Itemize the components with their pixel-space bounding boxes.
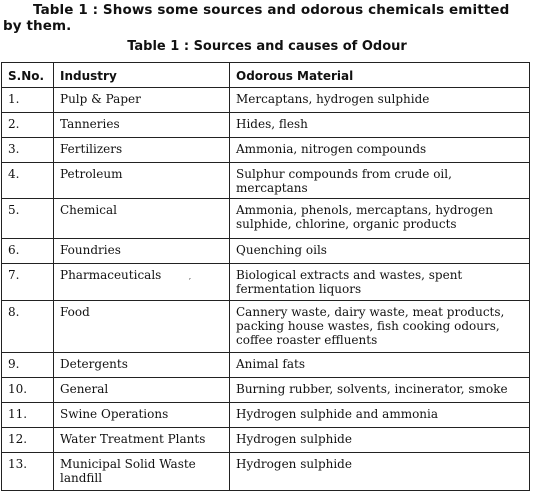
cell-sno: 4. xyxy=(2,163,54,199)
cell-sno: 8. xyxy=(2,301,54,353)
cell-material: Mercaptans, hydrogen sulphide xyxy=(230,88,530,113)
cell-industry: Pulp & Paper xyxy=(54,88,230,113)
table-row xyxy=(2,301,530,353)
cell-industry: Water Treatment Plants xyxy=(54,428,230,453)
cell-sno: 6. xyxy=(2,239,54,264)
cell-sno: 5. xyxy=(2,199,54,239)
table-row xyxy=(2,138,530,163)
cell-sno: 1. xyxy=(2,88,54,113)
cell-industry: Fertilizers xyxy=(54,138,230,163)
table-row xyxy=(2,353,530,378)
cell-sno: 12. xyxy=(2,428,54,453)
cell-material: Hides, flesh xyxy=(230,113,530,138)
cell-sno: 3. xyxy=(2,138,54,163)
cell-industry: Detergents xyxy=(54,353,230,378)
table-row xyxy=(2,264,530,301)
cell-material: Hydrogen sulphide xyxy=(230,453,530,491)
cell-industry: Pharmaceuticals xyxy=(54,264,230,301)
cell-material: Cannery waste, dairy waste, meat products, packing house wastes, fish cooking odours, coffee roaster effluents xyxy=(230,301,530,353)
table-row xyxy=(2,403,530,428)
cell-industry: Petroleum xyxy=(54,163,230,199)
intro-text: Table 1 : Shows some sources and odorous chemicals emitted by them. xyxy=(3,2,510,34)
table-row xyxy=(2,239,530,264)
header-material: Odorous Material xyxy=(230,63,530,88)
header-sno: S.No. xyxy=(2,63,54,88)
table-row xyxy=(2,428,530,453)
table-row xyxy=(2,88,530,113)
cell-material: Ammonia, phenols, mercaptans, hydrogen sulphide, chlorine, organic products xyxy=(230,199,530,239)
cell-material: Animal fats xyxy=(230,353,530,378)
table-row xyxy=(2,163,530,199)
cell-sno: 9. xyxy=(2,353,54,378)
cell-sno: 7. xyxy=(2,264,54,301)
cell-material: Hydrogen sulphide and ammonia xyxy=(230,403,530,428)
cell-industry: Swine Operations xyxy=(54,403,230,428)
cell-sno: 13. xyxy=(2,453,54,491)
scan-speck-mark: ′ xyxy=(186,278,191,288)
cell-industry: Chemical xyxy=(54,199,230,239)
table-row xyxy=(2,199,530,239)
cell-industry: Municipal Solid Waste landfill xyxy=(54,453,230,491)
cell-material: Ammonia, nitrogen compounds xyxy=(230,138,530,163)
cell-material: Burning rubber, solvents, incinerator, smoke xyxy=(230,378,530,403)
table-caption: Table 1 : Sources and causes of Odour xyxy=(127,39,407,54)
cell-industry: Food xyxy=(54,301,230,353)
odour-sources-table xyxy=(1,62,530,491)
header-row xyxy=(2,63,530,88)
cell-industry: Tanneries xyxy=(54,113,230,138)
table-row xyxy=(2,378,530,403)
cell-material: Sulphur compounds from crude oil, mercaptans xyxy=(230,163,530,199)
table-row xyxy=(2,113,530,138)
cell-sno: 11. xyxy=(2,403,54,428)
cell-material: Biological extracts and wastes, spent fermentation liquors xyxy=(230,264,530,301)
cell-industry: Foundries xyxy=(54,239,230,264)
cell-industry: General xyxy=(54,378,230,403)
cell-sno: 10. xyxy=(2,378,54,403)
header-industry: Industry xyxy=(54,63,230,88)
table-row xyxy=(2,453,530,491)
cell-material: Quenching oils xyxy=(230,239,530,264)
cell-sno: 2. xyxy=(2,113,54,138)
cell-material: Hydrogen sulphide xyxy=(230,428,530,453)
